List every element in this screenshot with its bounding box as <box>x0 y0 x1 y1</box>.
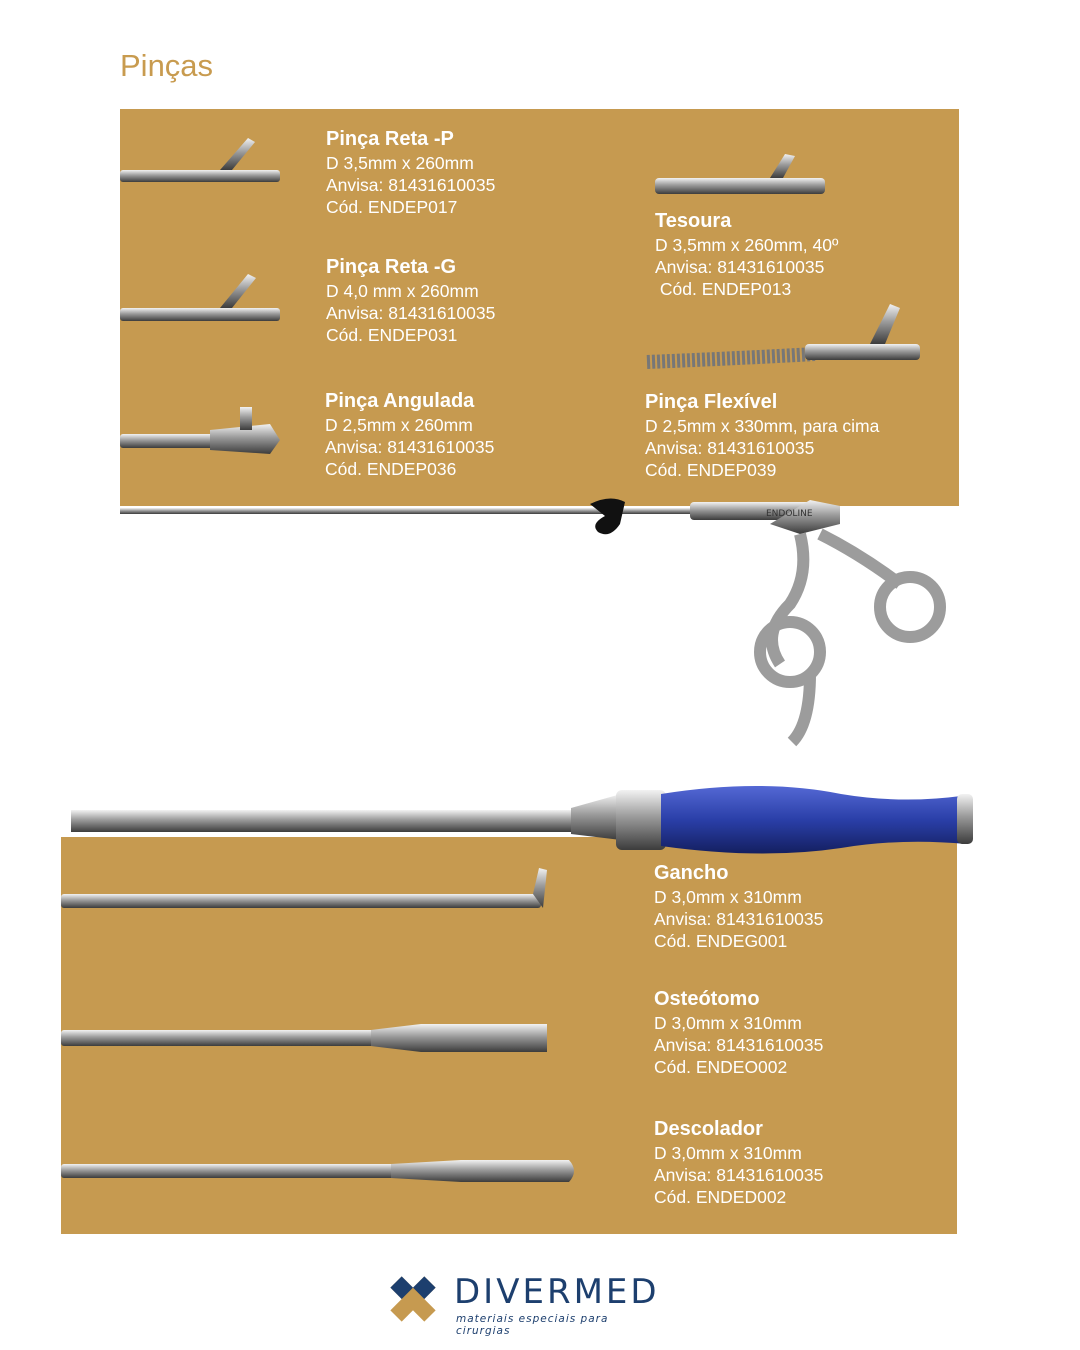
product-osteotomo <box>654 988 823 1078</box>
handle-brand-text: ENDOLINE <box>766 509 813 519</box>
reta-g-tip-image <box>120 268 290 328</box>
product-dimensions: D 2,5mm x 330mm, para cima <box>645 416 880 436</box>
product-reta-g <box>326 256 495 346</box>
product-code: Cód. ENDED002 <box>654 1187 787 1207</box>
page-title: Pinças <box>120 48 214 83</box>
divermed-logo-icon <box>380 1266 446 1332</box>
forceps-handle-image <box>120 494 960 759</box>
product-anvisa: Anvisa: 81431610035 <box>654 1035 824 1055</box>
product-angulada <box>325 390 494 480</box>
product-dimensions: D 2,5mm x 260mm <box>325 415 473 435</box>
osteotomo-tip-image <box>61 1018 561 1058</box>
angulada-tip-image <box>120 402 290 462</box>
product-dimensions: D 3,0mm x 310mm <box>654 1013 802 1033</box>
product-name: Pinça Reta -P <box>326 128 454 150</box>
product-gancho <box>654 862 823 952</box>
tesoura-tip-image <box>655 150 835 200</box>
product-name: Pinça Reta -G <box>326 256 457 278</box>
product-name: Tesoura <box>655 210 732 232</box>
product-code: Cód. ENDEP036 <box>325 459 457 479</box>
product-code: Cód. ENDEP039 <box>645 460 777 480</box>
product-descolador <box>654 1118 823 1208</box>
product-anvisa: Anvisa: 81431610035 <box>325 437 495 457</box>
product-name: Descolador <box>654 1118 763 1140</box>
gancho-tip-image <box>61 862 561 917</box>
product-anvisa: Anvisa: 81431610035 <box>654 1165 824 1185</box>
product-dimensions: D 3,0mm x 310mm <box>654 1143 802 1163</box>
reta-p-tip-image <box>120 130 290 190</box>
product-code: Cód. ENDEP013 <box>655 279 792 299</box>
product-name: Pinça Angulada <box>325 390 475 412</box>
product-code: Cód. ENDEO002 <box>654 1057 788 1077</box>
product-dimensions: D 3,0mm x 310mm <box>654 887 802 907</box>
divermed-logo <box>380 1266 660 1337</box>
product-dimensions: D 4,0 mm x 260mm <box>326 281 479 301</box>
product-flexivel <box>645 391 879 481</box>
product-code: Cód. ENDEP031 <box>326 325 458 345</box>
product-dimensions: D 3,5mm x 260mm, 40º <box>655 235 839 255</box>
product-name: Osteótomo <box>654 988 760 1010</box>
product-anvisa: Anvisa: 81431610035 <box>326 303 496 323</box>
product-anvisa: Anvisa: 81431610035 <box>655 257 825 277</box>
descolador-tip-image <box>61 1154 581 1190</box>
product-reta-p <box>326 128 495 218</box>
product-anvisa: Anvisa: 81431610035 <box>654 909 824 929</box>
product-tesoura <box>655 210 838 300</box>
logo-tagline: materiais especiais para cirurgias <box>456 1313 609 1337</box>
flexivel-tip-image <box>645 300 930 380</box>
logo-name: DIVERMED <box>454 1272 660 1312</box>
product-dimensions: D 3,5mm x 260mm <box>326 153 474 173</box>
product-code: Cód. ENDEG001 <box>654 931 788 951</box>
product-anvisa: Anvisa: 81431610035 <box>645 438 815 458</box>
product-anvisa: Anvisa: 81431610035 <box>326 175 496 195</box>
product-name: Pinça Flexível <box>645 391 778 413</box>
product-name: Gancho <box>654 862 729 884</box>
product-code: Cód. ENDEP017 <box>326 197 458 217</box>
gancho-handle-image <box>61 780 981 860</box>
